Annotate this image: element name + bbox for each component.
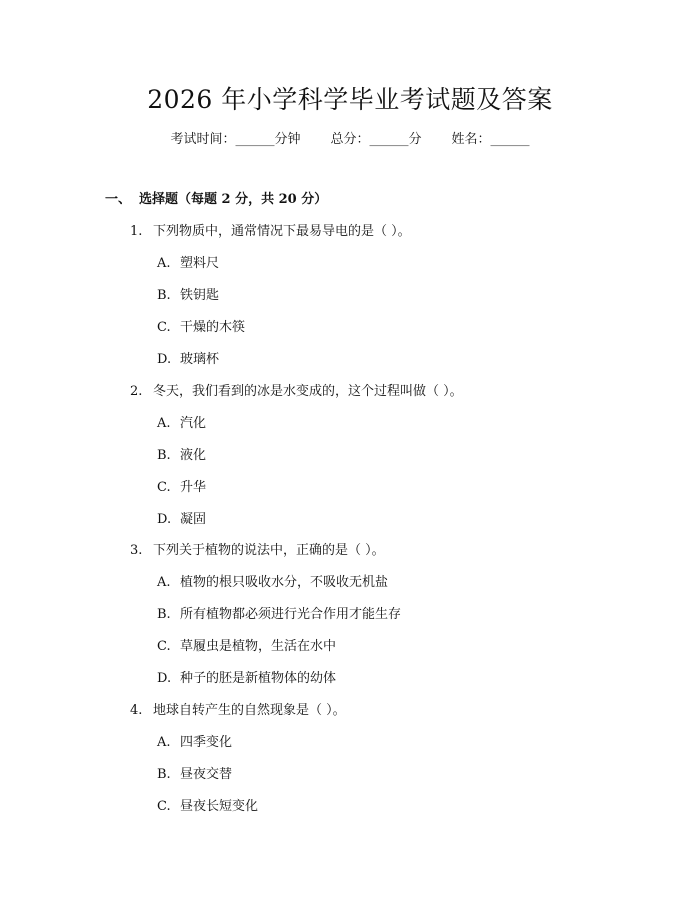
question-text: 下列物质中，通常情况下最易导电的是（ ）。 [153,224,411,239]
question-2-option-d [157,511,206,529]
option-letter: B. [157,288,171,303]
exam-info-row [0,131,700,149]
question-2-option-a [157,415,206,433]
option-text: 四季变化 [180,735,233,750]
option-text: 所有植物都必须进行光合作用才能生存 [180,607,402,622]
question-1-option-b [157,287,219,305]
option-text: 干燥的木筷 [180,320,246,335]
option-text: 塑料尺 [180,256,220,271]
question-4-option-b [157,766,232,784]
exam-time-field: 考试时间：______分钟 [170,132,301,147]
option-text: 昼夜交替 [180,767,233,782]
option-text: 凝固 [180,512,207,527]
option-letter: C. [157,799,171,814]
option-text: 玻璃杯 [180,352,220,367]
exam-title: 2026 年小学科学毕业考试题及答案 [147,85,553,114]
question-2-option-c [157,479,206,497]
question-3-option-b [157,606,401,624]
question-number: 1. [130,224,143,239]
question-1-option-c [157,319,245,337]
question-3 [130,542,385,560]
option-text: 液化 [180,448,207,463]
option-letter: D. [157,671,172,686]
question-3-option-c [157,638,336,656]
question-2 [130,383,463,401]
section-heading [105,191,327,209]
question-4-option-c [157,798,258,816]
question-4-option-a [157,734,232,752]
question-3-option-d [157,670,336,688]
question-2-option-b [157,447,206,465]
student-name-field: 姓名：______ [451,132,530,147]
section-number: 一、 [105,192,132,207]
option-letter: A. [157,575,171,590]
question-1-option-a [157,255,219,273]
option-letter: C. [157,480,171,495]
section-title: 选择题（每题 2 分，共 20 分） [139,192,328,207]
option-text: 升华 [180,480,207,495]
option-letter: C. [157,639,171,654]
option-letter: A. [157,416,171,431]
option-letter: B. [157,448,171,463]
option-text: 植物的根只吸收水分，不吸收无机盐 [180,575,389,590]
question-1-option-d [157,351,219,369]
option-text: 草履虫是植物，生活在水中 [180,639,337,654]
option-text: 汽化 [180,416,207,431]
question-3-option-a [157,574,388,592]
question-text: 冬天，我们看到的冰是水变成的，这个过程叫做（ ）。 [153,384,463,399]
option-text: 昼夜长短变化 [180,799,259,814]
question-text: 地球自转产生的自然现象是（ ）。 [153,703,346,718]
option-text: 铁钥匙 [180,288,220,303]
option-letter: C. [157,320,171,335]
option-letter: B. [157,767,171,782]
question-number: 3. [130,543,143,558]
question-1 [130,223,411,241]
question-4 [130,702,346,720]
option-letter: D. [157,352,172,367]
question-text: 下列关于植物的说法中，正确的是（ ）。 [153,543,385,558]
question-number: 4. [130,703,143,718]
option-letter: A. [157,735,171,750]
option-letter: A. [157,256,171,271]
option-letter: B. [157,607,171,622]
question-number: 2. [130,384,143,399]
total-score-field: 总分：______分 [330,132,422,147]
option-text: 种子的胚是新植物体的幼体 [180,671,337,686]
option-letter: D. [157,512,172,527]
